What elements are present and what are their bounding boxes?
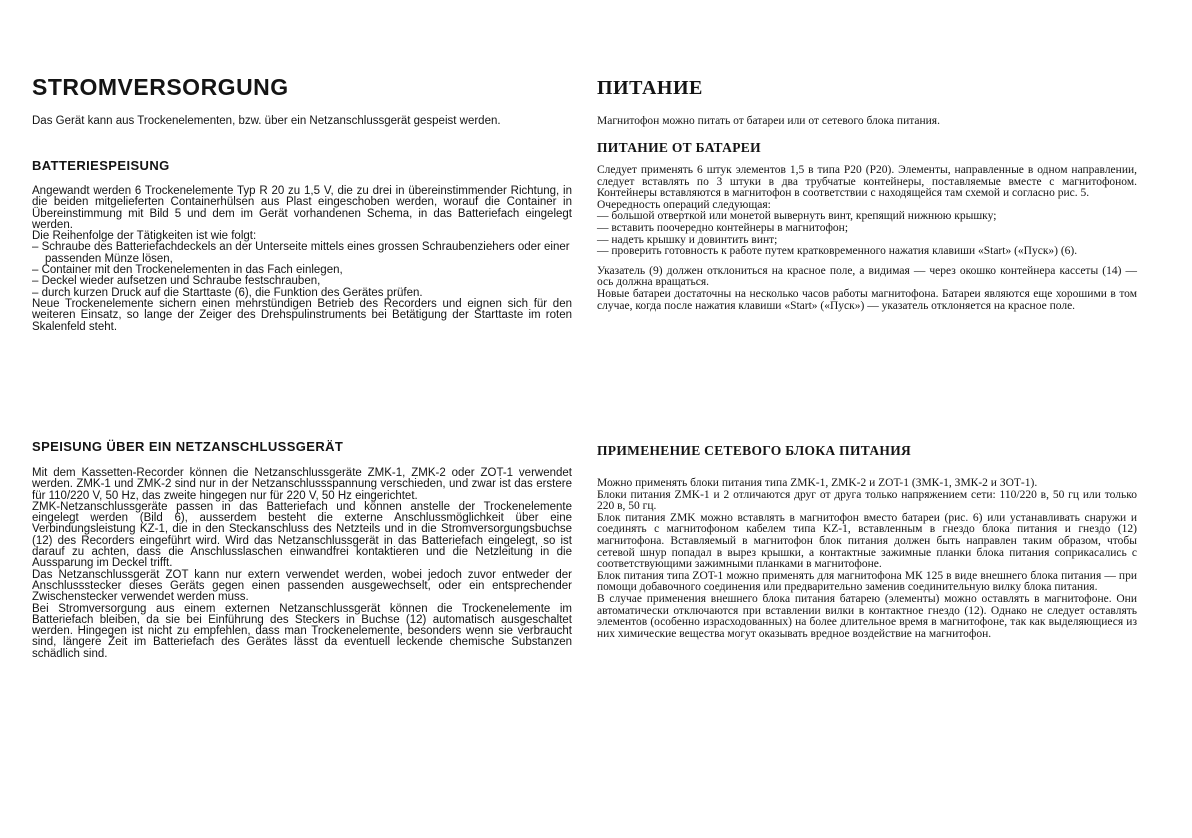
de-battery-p3: Neue Trockenelemente sichern einen mehrstündigen Betrieb des Recorders und eignen sich für den weiteren Einsatz, so lange der Zeiger des Drehspulinstruments bei Betätigung der Starttaste im roten Skalenfeld steht. (32, 297, 572, 333)
ru-battery-step: — проверить готовность к работе путем кратковременного нажатия клавиши «Start» («Пуск») (6). (597, 245, 1078, 258)
de-battery-steps (32, 242, 572, 298)
ru-mains-p4: Блок питания типа ZOT-1 можно применять для магнитофона МК 125 в виде внешнего блока питания — при помощи добавочного соединения или предварительно заменив соединительную вилку блока питания. (597, 569, 1137, 594)
ru-battery-p1: Следует применять 6 штук элементов 1,5 в типа Р20 (Р20). Элементы, направленные в одном направлении, следует вставлять по 3 штуки в два трубчатые контейнеры, поставляемые вместе с магнитофоном. Контейнеры вставляются в магнитофон в соответствии с находящейся там схемой и согласно рис. 5. (597, 164, 1137, 200)
ru-mains-p5: В случае применения внешнего блока питания батарею (элементы) можно оставлять в магнитофоне. Они автоматически отключаются при вставлении вилки в контактное гнездо (12). Однако не следует оставлять элементов (особенно израсходованных) на более длительное время в магнитофоне, так как выделяющиеся из них химические вещества могут оказывать вредное воздействие на магнитофон. (597, 592, 1137, 640)
ru-battery-p4: Новые батареи достаточны на несколько часов работы магнитофона. Батареи являются еще хорошими в том случае, когда после нажатия клавиши «Start» («Пуск») — указатель отклоняется на красное поле. (597, 287, 1137, 312)
ru-battery-step: — надеть крышку и довинтить винт; (597, 233, 778, 246)
de-mains-p4: Bei Stromversorgung aus einem externen Netzanschlussgerät können die Trockenelemente im Batteriefach bleiben, da sie bei Einführung des Steckers in Buchse (12) automatisch ausgeschaltet werden. Hingegen ist nicht zu empfehlen, dass man Trockenelemente, besonders wenn sie verbraucht sind, längere Zeit im Batteriefach des Gerätes lässt da eventuell leckende chemische Substanzen schädlich sind. (32, 602, 572, 660)
ru-mains-p3: Блок питания ZMK можно вставлять в магнитофон вместо батареи (рис. 6) или устанавливать снаружи и соединять с магнитофоном кабелем типа KZ-1, вставленным в гнездо блока питания и гнездо (12) магнитофона. Вставляемый в магнитофон блок питания должен быть направлен таким образом, чтобы сетевой шнур попадал в вырез крышки, а контактные зажимные планки блока питания соприкасались с соответствующими зажимными планками в магнитофоне. (597, 511, 1137, 571)
ru-battery-block (597, 165, 1137, 312)
ru-mains-p2: Блоки питания ZMK-1 и 2 отличаются друг от друга только напряжением сети: 110/220 в, 50 гц или только 220 в, 50 гц. (597, 488, 1137, 513)
de-battery-step: – durch kurzen Druck auf die Starttaste (6), die Funktion des Gerätes prüfen. (32, 286, 423, 299)
de-battery-p2: Die Reihenfolge der Tätigkeiten ist wie folgt: (32, 230, 257, 243)
ru-mains-block (597, 478, 1137, 640)
ru-battery-step: — большой отверткой или монетой вывернуть винт, крепящий нижнюю крышку; (597, 210, 997, 223)
de-intro-block (32, 116, 572, 127)
ru-intro-block (597, 116, 1137, 128)
ru-title: ПИТАНИЕ (597, 77, 703, 99)
ru-intro: Магнитофон можно питать от батареи или от сетевого блока питания. (597, 115, 940, 127)
ru-battery-p2: Очередность операций следующая: (597, 198, 771, 211)
ru-mains-p1: Можно применять блоки питания типа ZMK-1, ZMK-2 и ZOT-1 (ЗМК-1, ЗМК-2 и ЗОТ-1). (597, 477, 1038, 489)
de-title: STROMVERSORGUNG (32, 74, 289, 100)
de-battery-step: – Container mit den Trockenelementen in das Fach einlegen, (32, 264, 343, 277)
ru-battery-p3: Указатель (9) должен отклониться на красное поле, а видимая — через окошко контейнера кассеты (14) — ось должна вращаться. (597, 264, 1137, 289)
ru-battery-heading: ПИТАНИЕ ОТ БАТАРЕИ (597, 140, 761, 155)
de-mains-p1: Mit dem Kassetten-Recorder können die Netzanschlussgeräte ZMK-1, ZMK-2 oder ZOT-1 verwendet werden. ZMK-1 und ZMK-2 sind nur in der Netzanschlussspannung verschieden, und zwar ist das erstere für 110/220 V, 50 Hz, das zweite hingegen nur für 220 V, 50 Hz eingerichtet. (32, 467, 572, 502)
ru-mains-heading: ПРИМЕНЕНИЕ СЕТЕВОГО БЛОКА ПИТАНИЯ (597, 443, 912, 458)
de-battery-heading: BATTERIESPEISUNG (32, 158, 170, 173)
de-mains-block (32, 468, 572, 660)
de-battery-step: – Deckel wieder aufsetzen und Schraube festschrauben, (32, 275, 321, 288)
ru-battery-steps (597, 211, 1137, 257)
de-mains-p3: Das Netzanschlussgerät ZOT kann nur extern verwendet werden, wobei jedoch zuvor entweder der Anschlussstecker dieses Geräts gegen einen passenden ausgewechselt, oder ein entsprechender Zwischenstecker verwendet werden muss. (32, 568, 572, 604)
de-intro: Das Gerät kann aus Trockenelementen, bzw. über ein Netzanschlussgerät gespeist werden. (32, 115, 501, 127)
de-battery-p1: Angewandt werden 6 Trockenelemente Typ R 20 zu 1,5 V, die zu drei in übereinstimmender Richtung, in die beiden mitgelieferten Containerhülsen aus Plast eingeschoben werden, worauf die Container in Übereinstimmung mit Bild 5 und dem im Gerät vorhandenen Schema, in das Batteriefach eingelegt werden. (32, 185, 572, 231)
ru-battery-step: — вставить поочередно контейнеры в магнитофон; (597, 221, 849, 234)
de-mains-heading: SPEISUNG ÜBER EIN NETZANSCHLUSSGERÄT (32, 439, 344, 454)
de-battery-step: – Schraube des Batteriefachdeckels an der Unterseite mittels eines grossen Schraubenziehers oder einer passenden Münze lösen, (32, 241, 570, 265)
de-mains-p2: ZMK-Netzanschlussgeräte passen in das Batteriefach und können anstelle der Trockenelemente eingelegt werden (Bild 6), ausserdem besteht die externe Anschlussmöglichkeit über eine Verbindungsleistung KZ-1, die in den Steckanschluss des Netzteils und in die Stromversorgungsbuchse (12) des Recorders eingeführt wird. Wird das Netzanschlussgerät in das Batteriefach eingelegt, so ist darauf zu achten, dass die Anschlusslaschen einwandfrei kontaktieren und die Netzleitung in die Aussparung im Deckel trifft. (32, 500, 572, 570)
de-battery-block (32, 186, 572, 333)
